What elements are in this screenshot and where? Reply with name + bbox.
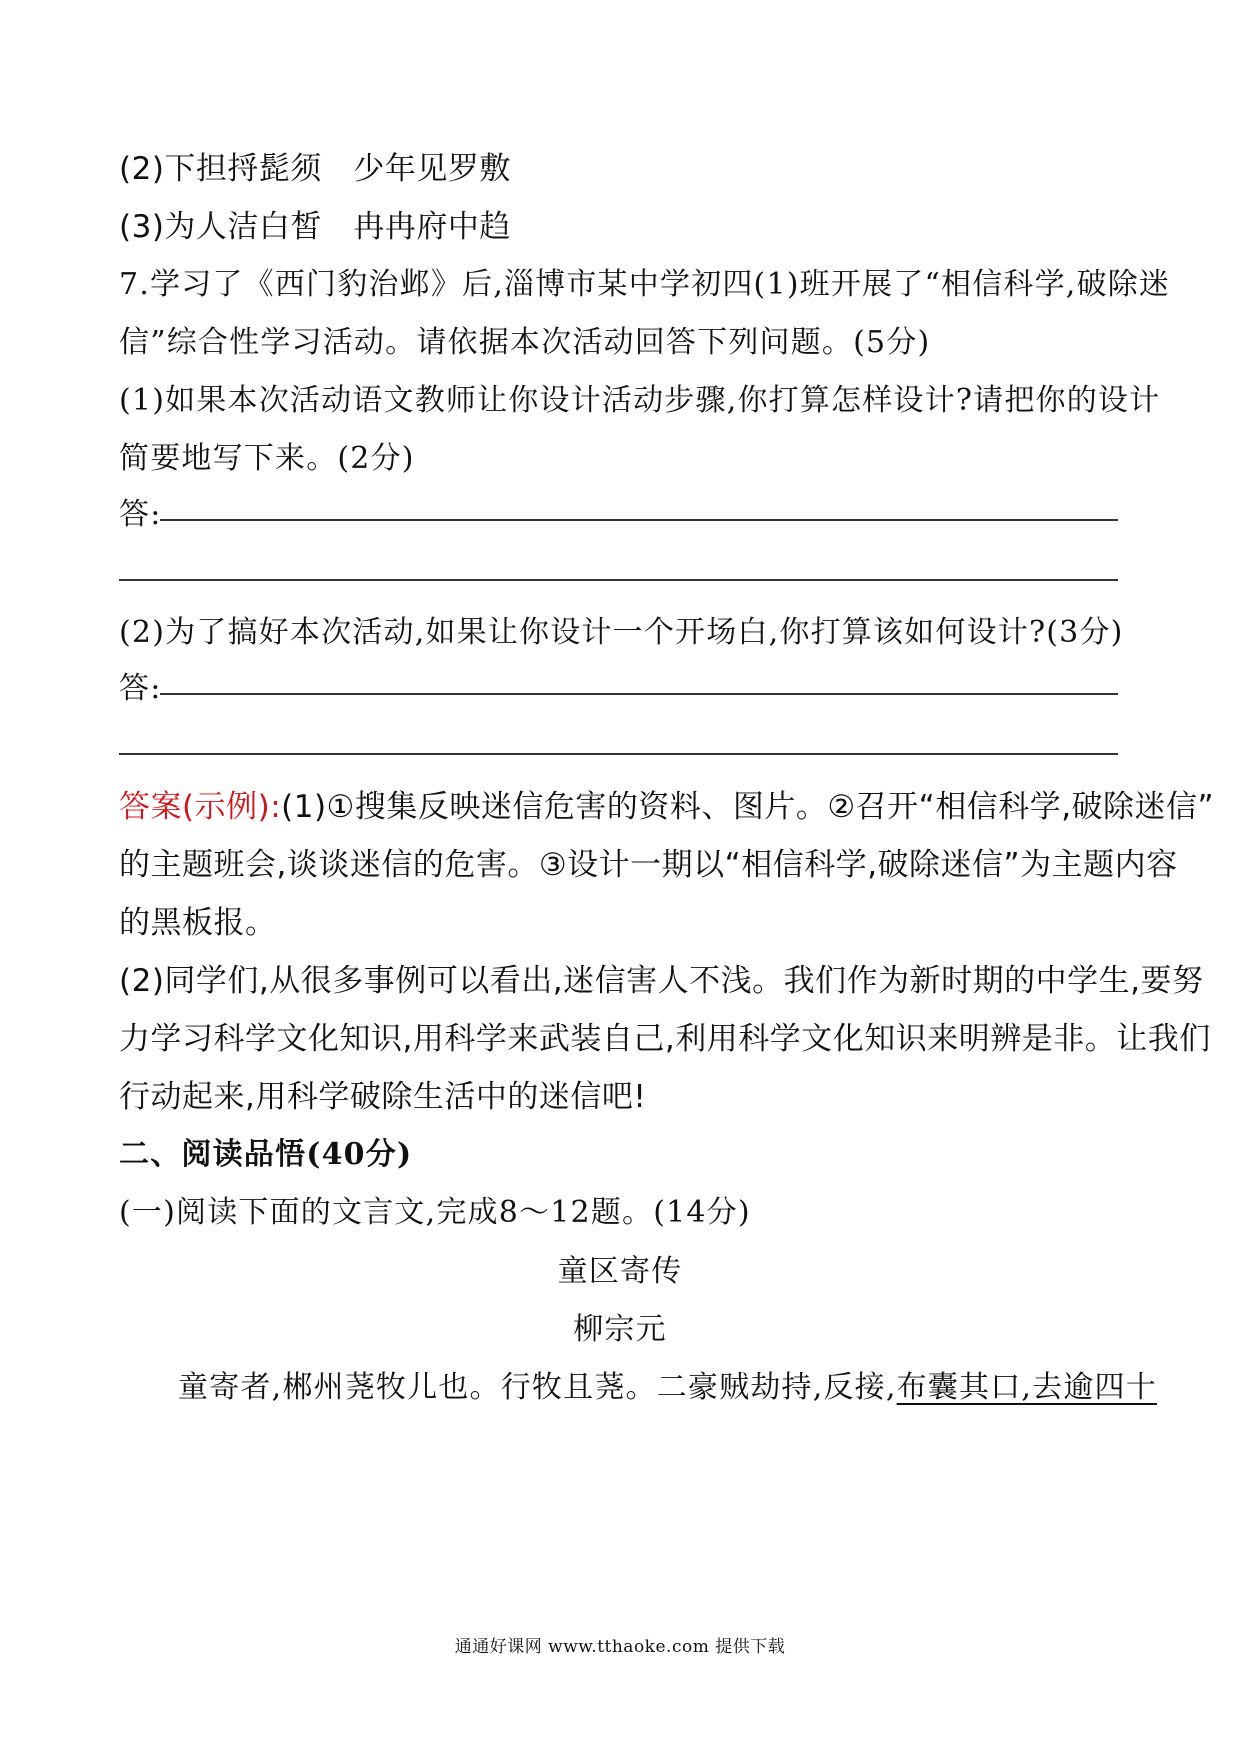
answer-prefix: 答案(示例): (119, 789, 282, 825)
answer-line-1 (119, 781, 1214, 826)
text-paragraph-1-plain: 童寄者,郴州荛牧儿也。行牧且荛。二豪贼劫持,反接, (178, 1370, 897, 1405)
answer-line-4: (2)同学们,从很多事例可以看出,迷信害人不浅。我们作为新时期的中学生,要努 (119, 963, 1204, 999)
poem-line-3: (3)为人洁白皙 冉冉府中趋 (119, 209, 511, 245)
answer-line-6: 行动起来,用科学破除生活中的迷信吧! (119, 1079, 647, 1115)
answer-1-text: (1)①搜集反映迷信危害的资料、图片。②召开“相信科学,破除迷信” (281, 789, 1215, 825)
question-7-1-line-1: (1)如果本次活动语文教师让你设计活动步骤,你打算怎样设计?请把你的设计 (119, 383, 1161, 418)
text-title: 童区寄传 (557, 1254, 683, 1289)
question-7-intro-line-1: 7.学习了《西门豹治邺》后,淄博市某中学初四(1)班开展了“相信科学,破除迷 (119, 267, 1171, 302)
page-footer: 通通好课网 www.tthaoke.com 提供下载 (454, 1637, 786, 1657)
question-7-intro-line-2: 信”综合性学习活动。请依据本次活动回答下列问题。(5分) (119, 325, 931, 360)
answer-blank-line-2 (119, 579, 1118, 581)
text-paragraph-1 (178, 1362, 1157, 1406)
answer-label-1: 答: (119, 497, 162, 532)
text-author: 柳宗元 (573, 1312, 667, 1347)
answer-line-5: 力学习科学文化知识,用科学来武装自己,利用科学文化知识来明辨是非。让我们 (119, 1021, 1211, 1057)
section-2-heading: 二、阅读品悟(40分) (119, 1137, 413, 1172)
question-7-2: (2)为了搞好本次活动,如果让你设计一个开场白,你打算该如何设计?(3分) (119, 615, 1124, 650)
question-7-1-line-2: 简要地写下来。(2分) (119, 441, 415, 476)
poem-line-2: (2)下担捋髭须 少年见罗敷 (119, 151, 511, 187)
text-paragraph-1-underlined: 布囊其口,去逾四十 (896, 1370, 1157, 1405)
answer-blank-line-1 (160, 519, 1118, 521)
answer-line-3: 的黑板报。 (119, 905, 277, 941)
part-1-heading: (一)阅读下面的文言文,完成8～12题。(14分) (119, 1195, 751, 1230)
answer-label-2: 答: (119, 671, 162, 706)
answer-blank-line-4 (119, 753, 1118, 755)
answer-blank-line-3 (160, 693, 1118, 695)
answer-line-2: 的主题班会,谈谈迷信的危害。③设计一期以“相信科学,破除迷信”为主题内容 (119, 847, 1178, 883)
